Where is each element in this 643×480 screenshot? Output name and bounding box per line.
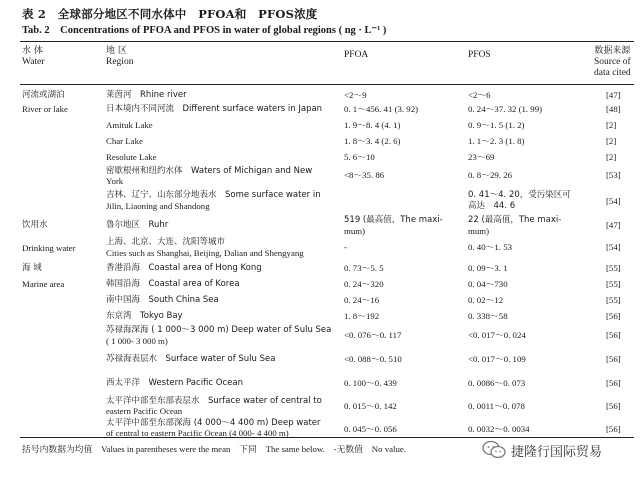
header-ref (594, 46, 631, 79)
row-pfos: 0. 24～37. 32 (1. 99) (468, 104, 543, 114)
row-region: 吉林、辽宁、山东部分地表水 Some surface water in (106, 190, 321, 200)
row-pfoa: 0. 24～16 (344, 295, 380, 305)
row-ref: [53] (606, 170, 621, 180)
row-region-line2: eastern Pacific Ocean (106, 406, 183, 416)
row-ref: [55] (606, 263, 621, 273)
header-water-cn: 水 体 (22, 46, 43, 56)
row-pfos-line2: mum) (468, 226, 490, 236)
header-ref-en-2: data cited (594, 68, 631, 78)
watermark-text: 捷隆行国际贸易 (511, 444, 603, 460)
water-marine-en: Marine area (22, 279, 65, 289)
row-ref: [56] (606, 311, 621, 321)
row-ref: [54] (606, 242, 621, 252)
row-region: 鲁尔地区 Ruhr (106, 220, 169, 230)
row-pfos: 22 (最高值，The maxi- (468, 215, 562, 225)
row-pfos-line2: 高达 44. 6 (468, 201, 516, 211)
row-region: 太平洋中部至东部表层水 Surface water of central to (106, 396, 322, 406)
header-rule (20, 84, 634, 85)
row-pfoa: 0. 73～5. 5 (344, 263, 384, 273)
row-ref: [47] (606, 90, 621, 100)
row-pfos: 0. 0032～0. 0034 (468, 424, 530, 434)
row-pfos: <0. 017～0. 109 (468, 354, 526, 364)
row-pfoa: <0. 076～0. 117 (344, 330, 402, 340)
top-rule (20, 41, 634, 42)
header-region (106, 46, 133, 68)
row-ref: [56] (606, 354, 621, 364)
header-region-en: Region (106, 57, 134, 67)
row-pfos: 0. 02～12 (468, 295, 504, 305)
row-region: 香港沿海 Coastal area of Hong Kong (106, 263, 262, 273)
row-region: Char Lake (106, 136, 143, 146)
row-region: 南中国海 South China Sea (106, 295, 219, 305)
wechat-icon (482, 440, 506, 460)
row-region: 西太平洋 Western Pacific Ocean (106, 378, 243, 388)
water-marine-cn: 海 域 (22, 263, 42, 273)
row-pfoa: 0. 015～0. 142 (344, 401, 397, 411)
row-ref: [56] (606, 330, 621, 340)
row-pfos: 23～69 (468, 152, 495, 162)
row-ref: [48] (606, 104, 621, 114)
row-region: 东京湾 Tokyo Bay (106, 311, 183, 321)
row-region-line2: ( 1 000- 3 000 m) (106, 336, 168, 346)
row-region: 太平洋中部至东部深海 (4 000～4 400 m) Deep water (106, 418, 321, 428)
row-pfos: 0. 41～4. 20，受污染区可 (468, 190, 571, 200)
row-region: Resolute Lake (106, 152, 157, 162)
row-region: 韩国沿海 Coastal area of Korea (106, 279, 240, 289)
row-ref: [54] (606, 196, 621, 206)
table-footnote: 括号内数据为均值 Values in parentheses were the mean 下同 The same below. -无数值 No value. (22, 444, 406, 454)
row-pfos: 0. 04～730 (468, 279, 508, 289)
header-region-cn: 地 区 (106, 46, 127, 56)
row-pfoa: 0. 100～0. 439 (344, 378, 397, 388)
row-ref: [56] (606, 424, 621, 434)
row-pfoa: 1. 8～3. 4 (2. 6) (344, 136, 401, 146)
header-water (22, 46, 44, 68)
row-ref: [55] (606, 279, 621, 289)
table-title-en: Tab. 2 Concentrations of PFOA and PFOS in water of global regions ( ng · L⁻¹ ) (22, 25, 387, 36)
row-pfos: 0. 9～1. 5 (1. 2) (468, 120, 525, 130)
row-region: 密歇根州和纽约水体 Waters of Michigan and New (106, 166, 313, 176)
row-pfoa: <8～35. 86 (344, 170, 385, 180)
row-region: 莱茵河 Rhine river (106, 90, 187, 100)
bottom-rule (20, 437, 634, 438)
row-region-line2: York (106, 176, 124, 186)
watermark (482, 440, 602, 460)
row-pfoa: 0. 1～456. 41 (3. 92) (344, 104, 419, 114)
row-region-line2: Cities such as Shanghai, Beijing, Dalian and Shengyang (106, 248, 304, 258)
row-pfoa: 5. 6～10 (344, 152, 375, 162)
water-river-cn: 河流或湖泊 (22, 90, 65, 100)
row-region: 上海、北京、大连、沈阳等城市 (106, 237, 226, 247)
row-pfoa: <2～9 (344, 90, 367, 100)
row-ref: [56] (606, 378, 621, 388)
row-pfos: 0. 40～1. 53 (468, 242, 512, 252)
row-ref: [2] (606, 120, 617, 130)
row-pfos: 0. 0086～0. 073 (468, 378, 526, 388)
row-pfos: 0. 338～58 (468, 311, 508, 321)
row-region: 日本境内不同河流 Different surface waters in Japan (106, 104, 323, 114)
row-pfoa-line2: mum) (344, 226, 366, 236)
row-region-line2: Jilin, Liaoning and Shandong (106, 201, 210, 211)
row-ref: [2] (606, 152, 617, 162)
row-region-line2: of central to eastern Pacific Ocean (4 000- 4 400 m) (106, 428, 289, 438)
header-ref-cn: 数据来源 (594, 46, 631, 56)
row-pfos: 1. 1～2. 3 (1. 8) (468, 136, 525, 146)
row-pfoa: 1. 8～192 (344, 311, 380, 321)
row-pfoa: 0. 24～320 (344, 279, 384, 289)
row-ref: [55] (606, 295, 621, 305)
row-pfoa: <0. 088～0. 510 (344, 354, 402, 364)
row-pfos: 0. 0011～0. 078 (468, 401, 525, 411)
row-ref: [2] (606, 136, 617, 146)
row-pfoa: 0. 045～0. 056 (344, 424, 397, 434)
header-ref-en-1: Source of (594, 57, 631, 67)
table-title-cn: 表 2 全球部分地区不同水体中 PFOA和 PFOS浓度 (22, 7, 318, 21)
header-pfos: PFOS (468, 50, 491, 60)
row-pfoa: - (344, 242, 347, 252)
row-pfos: 0. 09～3. 1 (468, 263, 508, 273)
header-pfoa: PFOA (344, 50, 369, 60)
header-water-en: Water (22, 57, 45, 67)
water-drinking-cn: 饮用水 (22, 220, 48, 230)
row-ref: [47] (606, 220, 621, 230)
row-pfoa: 519 (最高值，The maxi- (344, 215, 443, 225)
water-river-en: River or lake (22, 104, 68, 114)
row-region: 苏禄海表层水 Surface water of Sulu Sea (106, 354, 276, 364)
row-region: Amituk Lake (106, 120, 153, 130)
row-pfos: 0. 8～29. 26 (468, 170, 512, 180)
water-drinking-en: Drinking water (22, 243, 76, 253)
row-ref: [56] (606, 401, 621, 411)
row-pfoa: 1. 9～8. 4 (4. 1) (344, 120, 401, 130)
row-pfos: <0. 017～0. 024 (468, 330, 526, 340)
row-pfos: <2～6 (468, 90, 491, 100)
row-region: 苏禄海深海 ( 1 000～3 000 m) Deep water of Sulu Sea (106, 325, 332, 335)
